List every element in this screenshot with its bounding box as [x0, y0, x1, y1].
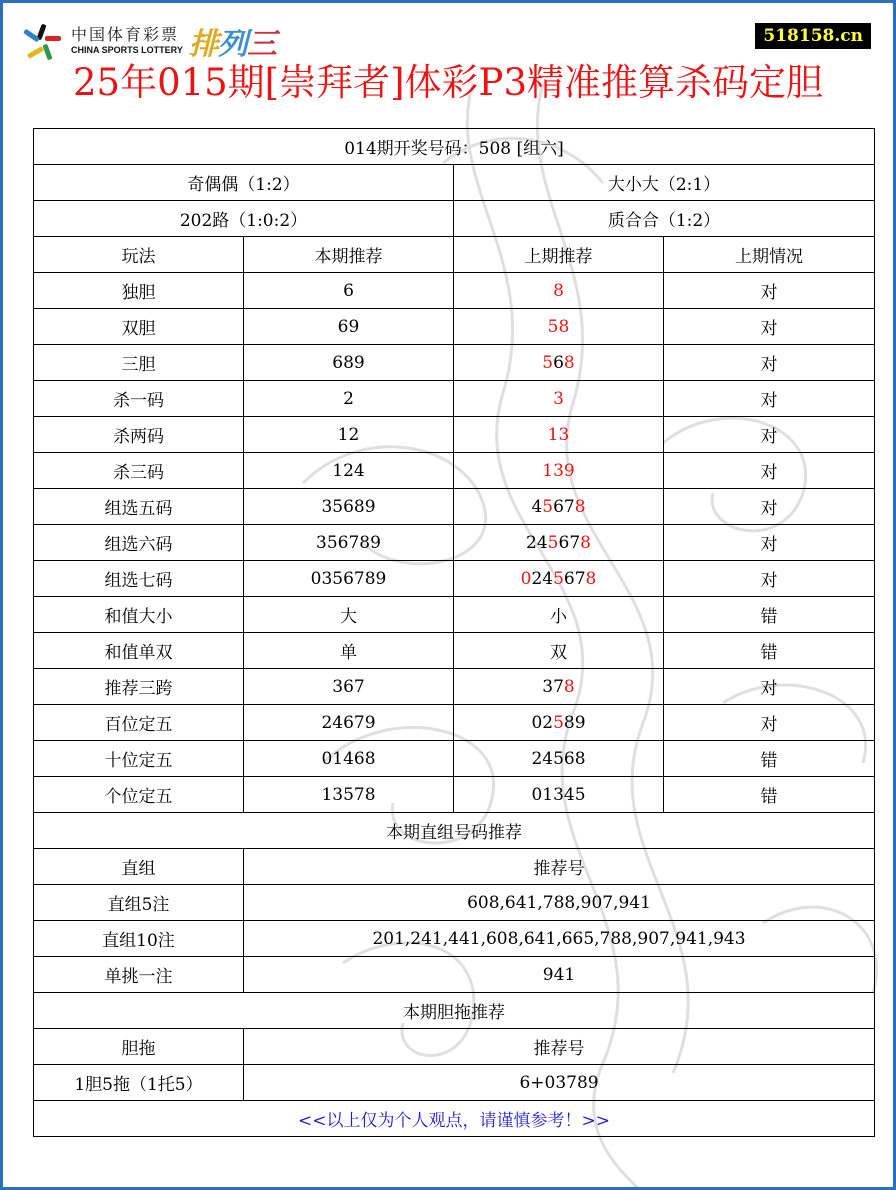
play-type: 杀两码 [34, 417, 244, 453]
play-type: 三胆 [34, 345, 244, 381]
dantuo-header-left: 胆拖 [34, 1029, 244, 1065]
section-header-row [34, 849, 875, 885]
direct-label: 直组5注 [34, 885, 244, 921]
miss-digits: 89 [563, 712, 586, 733]
miss-digits: 24 [531, 568, 554, 589]
miss-digits: 02 [531, 712, 554, 733]
previous-result: 对 [664, 705, 875, 741]
draw-result: 014期开奖号码：508 [组六] [34, 129, 875, 165]
logo-game-char: 三 [246, 27, 276, 62]
play-type: 十位定五 [34, 741, 244, 777]
play-type: 和值单双 [34, 633, 244, 669]
route-pattern: 202路（1:0:2） [34, 201, 454, 237]
page-title: 25年015期[崇拜者]体彩P3精准推算杀码定胆 [72, 61, 823, 104]
current-recommendation: 356789 [244, 525, 454, 561]
miss-digits: 67 [558, 532, 581, 553]
play-type: 独胆 [34, 273, 244, 309]
current-recommendation: 367 [244, 669, 454, 705]
column-header: 上期情况 [664, 237, 875, 273]
table-row [34, 741, 875, 777]
previous-recommendation [454, 777, 664, 813]
previous-result: 对 [664, 669, 875, 705]
previous-result: 错 [664, 633, 875, 669]
section-header-row [34, 1029, 875, 1065]
hit-digits: 5 [553, 712, 564, 733]
section-title-row [34, 813, 875, 849]
previous-recommendation [454, 309, 664, 345]
previous-recommendation [454, 633, 664, 669]
hit-digits: 5 [547, 532, 559, 553]
draw-result-row [34, 129, 875, 165]
direct-value: 201,241,441,608,641,665,788,907,941,943 [244, 921, 875, 957]
miss-digits: 4 [531, 496, 543, 517]
direct-row [34, 921, 875, 957]
previous-result: 对 [664, 345, 875, 381]
previous-result: 错 [664, 597, 875, 633]
table-row [34, 777, 875, 813]
current-recommendation: 689 [244, 345, 454, 381]
table-row [34, 597, 875, 633]
logo-game-char: 排 [188, 27, 218, 62]
current-recommendation: 0356789 [244, 561, 454, 597]
direct-row [34, 957, 875, 993]
table-row [34, 381, 875, 417]
dantuo-label: 1胆5拖（1托5） [34, 1065, 244, 1101]
current-recommendation: 大 [244, 597, 454, 633]
hit-digits: 5 [542, 352, 554, 373]
hit-digits: 8 [563, 676, 575, 697]
previous-recommendation [454, 705, 664, 741]
play-type: 推荐三跨 [34, 669, 244, 705]
current-recommendation: 6 [244, 273, 454, 309]
current-recommendation: 24679 [244, 705, 454, 741]
odd-even-pattern: 奇偶偶（1:2） [34, 165, 454, 201]
hit-digits: 8 [553, 280, 564, 301]
previous-recommendation [454, 597, 664, 633]
column-header: 上期推荐 [454, 237, 664, 273]
hit-digits: 58 [547, 316, 570, 337]
direct-header-left: 直组 [34, 849, 244, 885]
current-recommendation: 69 [244, 309, 454, 345]
prediction-table [33, 128, 875, 1137]
table-row [34, 561, 875, 597]
previous-result: 对 [664, 561, 875, 597]
previous-recommendation [454, 345, 664, 381]
current-recommendation: 单 [244, 633, 454, 669]
prime-composite-pattern: 质合合（1:2） [454, 201, 875, 237]
table-row [34, 669, 875, 705]
table-row [34, 417, 875, 453]
previous-recommendation [454, 453, 664, 489]
section-title-row [34, 993, 875, 1029]
hit-digits: 8 [580, 532, 591, 553]
miss-digits: 24 [526, 532, 548, 553]
previous-recommendation [454, 741, 664, 777]
direct-value: 608,641,788,907,941 [244, 885, 875, 921]
previous-result: 错 [664, 777, 875, 813]
play-type: 百位定五 [34, 705, 244, 741]
current-recommendation: 13578 [244, 777, 454, 813]
previous-recommendation [454, 525, 664, 561]
table-row [34, 705, 875, 741]
logo-game-char: 列 [217, 27, 247, 62]
miss-digits: 24568 [531, 748, 586, 769]
table-row [34, 489, 875, 525]
table-row [34, 453, 875, 489]
direct-row [34, 885, 875, 921]
table-header-row [34, 237, 875, 273]
play-type: 双胆 [34, 309, 244, 345]
play-type: 个位定五 [34, 777, 244, 813]
miss-digits: 37 [542, 676, 564, 697]
previous-result: 错 [664, 741, 875, 777]
play-type: 杀三码 [34, 453, 244, 489]
play-type: 组选五码 [34, 489, 244, 525]
miss-digits: 6 [553, 352, 564, 373]
current-recommendation: 2 [244, 381, 454, 417]
previous-recommendation [454, 669, 664, 705]
previous-recommendation [454, 561, 664, 597]
direct-section-title: 本期直组号码推荐 [34, 813, 875, 849]
direct-label: 直组10注 [34, 921, 244, 957]
big-small-pattern: 大小大（2:1） [454, 165, 875, 201]
hit-digits: 5 [553, 568, 564, 589]
footer-note: <<以上仅为个人观点，请谨慎参考！>> [34, 1101, 875, 1137]
hit-digits: 8 [574, 496, 586, 517]
previous-result: 对 [664, 309, 875, 345]
current-recommendation: 01468 [244, 741, 454, 777]
current-recommendation: 12 [244, 417, 454, 453]
dantuo-header-right: 推荐号 [244, 1029, 875, 1065]
dantuo-row [34, 1065, 875, 1101]
previous-recommendation [454, 381, 664, 417]
pailie-san-logo [189, 19, 276, 63]
current-recommendation: 124 [244, 453, 454, 489]
direct-label: 单挑一注 [34, 957, 244, 993]
site-badge: 518158.cn [755, 23, 871, 49]
hit-digits: 13 [547, 424, 570, 445]
column-header: 本期推荐 [244, 237, 454, 273]
miss-digits: 67 [553, 496, 575, 517]
previous-recommendation [454, 273, 664, 309]
direct-value: 941 [244, 957, 875, 993]
play-type: 组选七码 [34, 561, 244, 597]
china-sports-lottery-logo [21, 21, 276, 61]
table-row [34, 633, 875, 669]
table-row [34, 345, 875, 381]
logo-chinese-text: 中国体育彩票 [71, 25, 180, 44]
play-type: 和值大小 [34, 597, 244, 633]
hit-digits: 139 [542, 460, 575, 481]
column-header: 玩法 [34, 237, 244, 273]
hit-digits: 5 [542, 496, 554, 517]
hit-digits: 3 [553, 388, 564, 409]
miss-digits: 双 [550, 643, 567, 663]
previous-result: 对 [664, 381, 875, 417]
previous-result: 对 [664, 525, 875, 561]
previous-recommendation [454, 489, 664, 525]
table-row [34, 525, 875, 561]
footer-note-row [34, 1101, 875, 1137]
miss-digits: 01345 [531, 784, 586, 805]
dantuo-section-title: 本期胆拖推荐 [34, 993, 875, 1029]
logo-english-text: CHINA SPORTS LOTTERY [71, 45, 183, 55]
table-row [34, 309, 875, 345]
current-recommendation: 35689 [244, 489, 454, 525]
previous-recommendation [454, 417, 664, 453]
previous-result: 对 [664, 417, 875, 453]
hit-digits: 8 [563, 352, 575, 373]
play-type: 杀一码 [34, 381, 244, 417]
hit-digits: 8 [585, 568, 597, 589]
pattern-row [34, 201, 875, 237]
direct-header-right: 推荐号 [244, 849, 875, 885]
play-type: 组选六码 [34, 525, 244, 561]
miss-digits: 67 [563, 568, 586, 589]
miss-digits: 小 [550, 607, 567, 627]
previous-result: 对 [664, 489, 875, 525]
table-row [34, 273, 875, 309]
pattern-row [34, 165, 875, 201]
dantuo-value: 6+03789 [244, 1065, 875, 1101]
previous-result: 对 [664, 273, 875, 309]
hit-digits: 0 [520, 568, 532, 589]
lottery-star-icon [21, 21, 65, 61]
previous-result: 对 [664, 453, 875, 489]
